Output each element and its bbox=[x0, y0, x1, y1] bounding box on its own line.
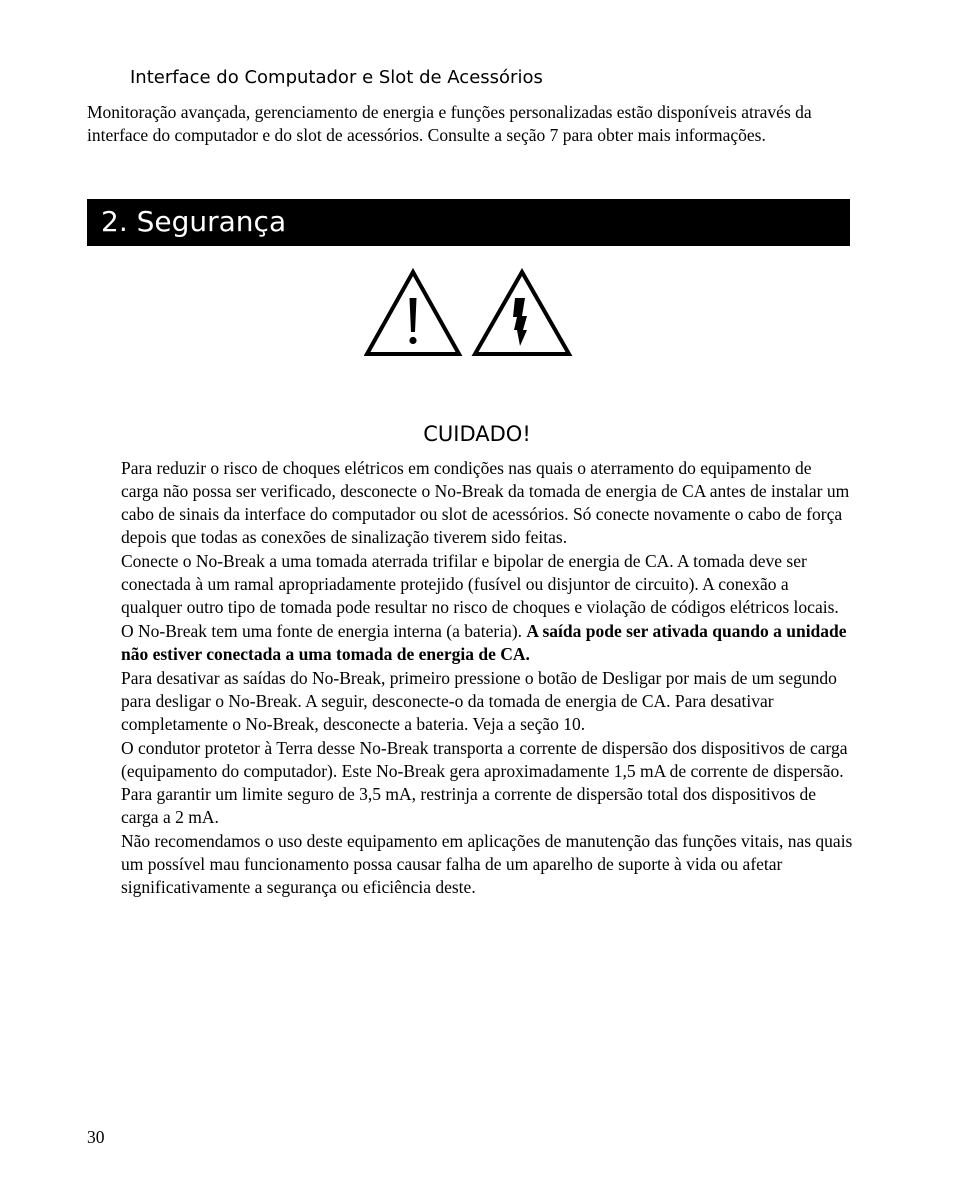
caution-body bbox=[121, 457, 853, 900]
subsection-heading: Interface do Computador e Slot de Acessórios bbox=[130, 67, 543, 88]
caution-paragraph: Não recomendamos o uso deste equipamento em aplicações de manutenção das funções vitais, nas quais um possível mau funcionamento possa causar falha de um aparelho de suporte à vida ou afetar significativamente a segurança ou eficiência deste. bbox=[121, 831, 853, 897]
caution-paragraph: Conecte o No-Break a uma tomada aterrada trifilar e bipolar de energia de CA. A tomada deve ser conectada à um ramal apropriadamente protejido (fusível ou disjuntor de circuito). A conexão a qualquer outro tipo de tomada pode resultar no risco de choques e violação de códigos elétricos locais. bbox=[121, 551, 839, 617]
page-number: 30 bbox=[87, 1127, 105, 1147]
warning-icons bbox=[364, 268, 574, 358]
caution-text: O No-Break tem uma fonte de energia interna (a bateria). bbox=[121, 621, 527, 641]
caution-paragraph: Para reduzir o risco de choques elétricos em condições nas quais o aterramento do equipamento de carga não possa ser verificado, desconecte o No-Break da tomada de energia de CA antes de instalar um cabo de sinais da interface do computador ou slot de acessórios. Só conecte novamente o cabo de força depois que todas as conexões de sinalização tiverem sido feitas. bbox=[121, 458, 850, 547]
intro-paragraph: Monitoração avançada, gerenciamento de energia e funções personalizadas estão disponíveis através da interface do computador e do slot de acessórios. Consulte a seção 7 para obter mais informações. bbox=[87, 102, 812, 145]
warning-exclamation-icon bbox=[367, 272, 459, 354]
section-header-bar bbox=[87, 199, 850, 246]
caution-bold-text: A saída pode ser ativada quando a unidade não estiver conectada a uma tomada de energia de CA. bbox=[121, 621, 847, 664]
section-title: 2. Segurança bbox=[101, 205, 287, 238]
caution-heading: CUIDADO! bbox=[423, 422, 531, 446]
caution-paragraph: Para desativar as saídas do No-Break, primeiro pressione o botão de Desligar por mais de um segundo para desligar o No-Break. A seguir, desconecte-o da tomada de energia de CA. Para desativar completamente o No-Break, desconecte a bateria. Veja a seção 10. bbox=[121, 668, 837, 734]
electric-shock-icon bbox=[475, 272, 569, 354]
caution-paragraph: O condutor protetor à Terra desse No-Break transporta a corrente de dispersão dos dispositivos de carga (equipamento do computador). Este No-Break gera aproximadamente 1,5 mA de corrente de dispersão. Para garantir um limite seguro de 3,5 mA, restrinja a corrente de dispersão total dos dispositivos de carga a 2 mA. bbox=[121, 738, 848, 827]
caution-paragraph bbox=[121, 620, 853, 666]
